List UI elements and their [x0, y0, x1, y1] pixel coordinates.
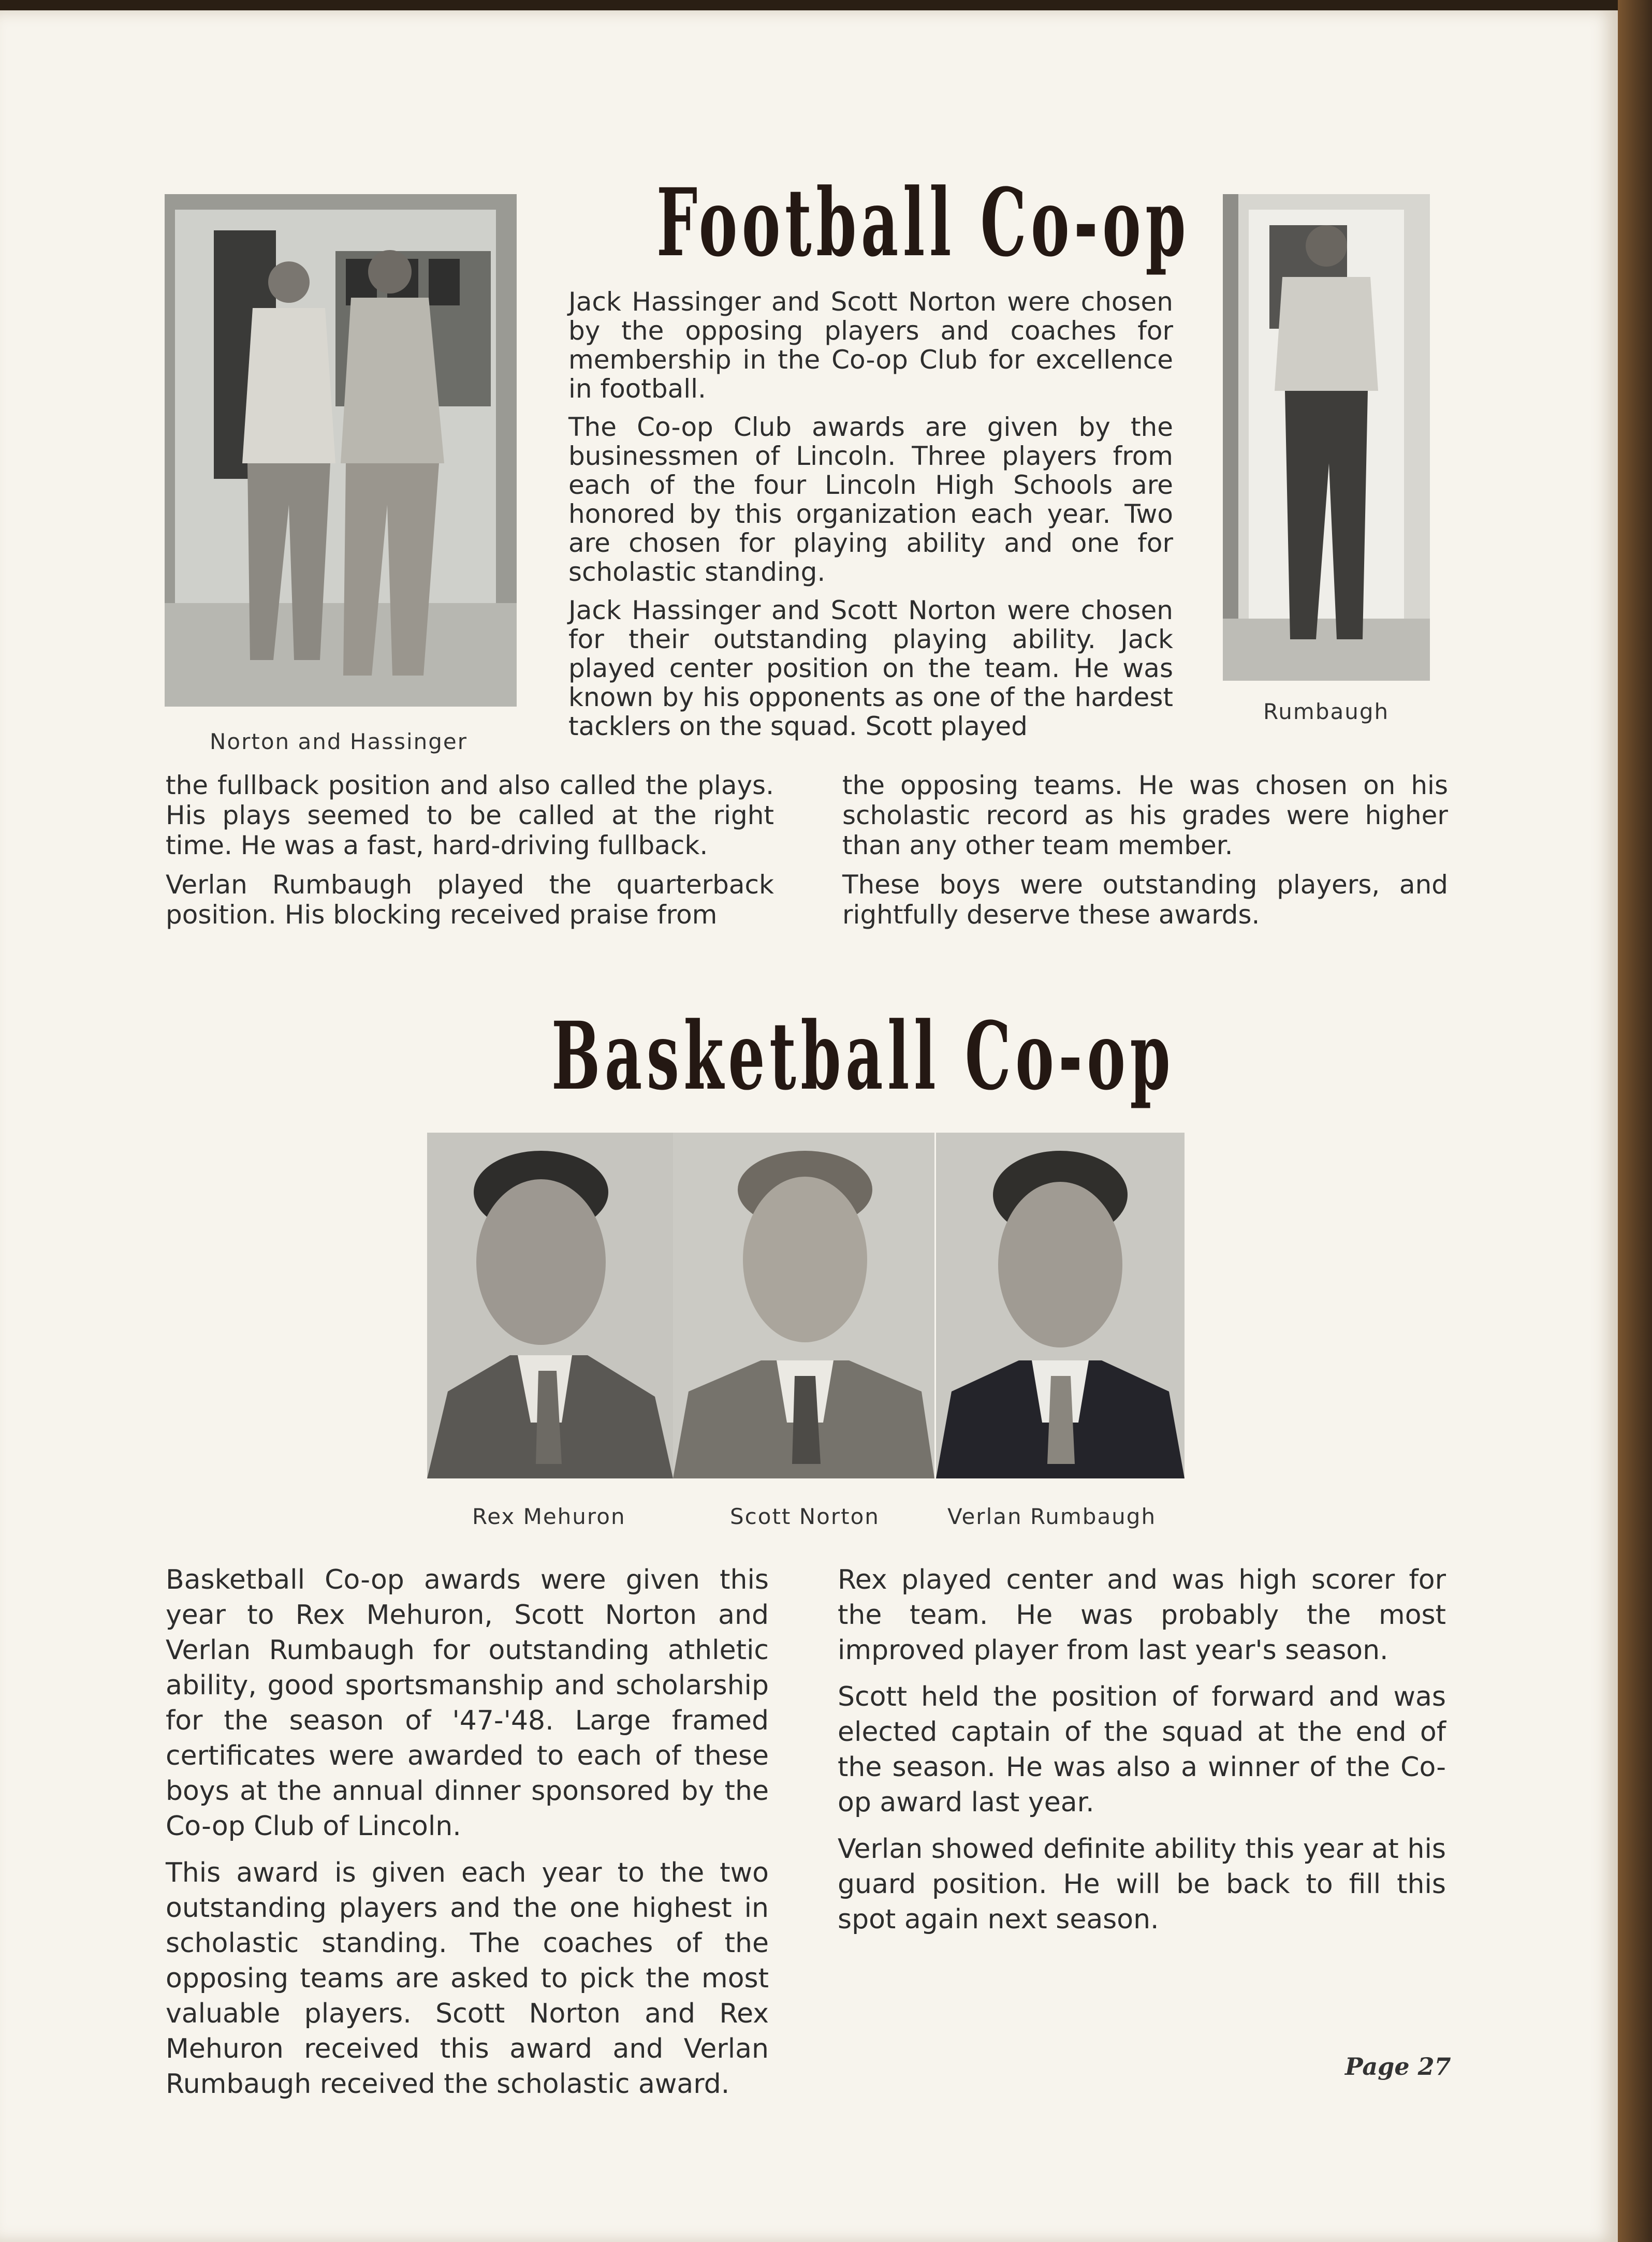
basketball-caption-rumbaugh: Verlan Rumbaugh	[947, 1504, 1157, 1529]
basketball-caption-norton: Scott Norton	[730, 1504, 880, 1529]
football-paragraph: Jack Hassinger and Scott Norton were chosen for their outstanding playing ability. Jack played center position on the team. He was known by his opponents as one of the hardest tacklers on the squad. Scott played	[568, 595, 1173, 741]
book-spine	[1618, 0, 1652, 2242]
basketball-caption-mehuron: Rex Mehuron	[472, 1504, 626, 1529]
rumbaugh-photo	[1223, 194, 1430, 681]
football-title: Football Co-op	[656, 168, 1191, 277]
mehuron-portrait	[427, 1133, 673, 1478]
football-paragraph: the fullback position and also called the plays. His plays seemed to be called at the right time. He was a fast, hard-driving fullback.	[166, 770, 774, 860]
football-caption-left: Norton and Hassinger	[210, 729, 468, 754]
football-paragraph: The Co-op Club awards are given by the businessmen of Lincoln. Three players from each of the four Lincoln High Schools are honored by this organization each year. Two are chosen for playing ability and one for scholastic standing.	[568, 412, 1173, 587]
basketball-paragraph: Verlan showed definite ability this year at his guard position. He will be back to fill this spot again next season.	[838, 1834, 1446, 1935]
basketball-paragraph: Scott held the position of forward and was elected captain of the squad at the end of the season. He was also a winner of the Co-op award last year.	[838, 1681, 1446, 1818]
rumbaugh-portrait	[936, 1133, 1185, 1478]
football-text-left	[166, 770, 774, 939]
basketball-text-right	[838, 1562, 1446, 1948]
basketball-paragraph: This award is given each year to the two outstanding players and the one highest in scholastic standing. The coaches of the opposing teams are asked to pick the most valuable players. Scott Norton and Rex Mehuron received this award and Verlan Rumbaugh received the scholastic award.	[166, 1857, 769, 2100]
yearbook-page	[0, 10, 1618, 2242]
football-paragraph: Verlan Rumbaugh played the quarterback position. His blocking received praise from	[166, 870, 774, 930]
football-paragraph: These boys were outstanding players, and rightfully deserve these awards.	[842, 870, 1448, 930]
basketball-paragraph: Rex played center and was high scorer for the team. He was probably the most improved player from last year's season.	[838, 1564, 1446, 1666]
basketball-text-left	[166, 1562, 769, 2113]
football-paragraph: the opposing teams. He was chosen on his scholastic record as his grades were higher than any other team member.	[842, 770, 1448, 860]
norton-portrait	[673, 1133, 934, 1478]
page-number: Page 27	[1345, 2053, 1451, 2080]
norton-hassinger-photo	[165, 194, 517, 707]
football-paragraph: Jack Hassinger and Scott Norton were chosen by the opposing players and coaches for membership in the Co-op Club for excellence in football.	[568, 287, 1173, 404]
basketball-paragraph: Basketball Co-op awards were given this year to Rex Mehuron, Scott Norton and Verlan Rumbaugh for outstanding athletic ability, good sportsmanship and scholarship for the season of '47-'48. Large framed certificates were awarded to each of these boys at the annual dinner sponsored by the Co-op Club of Lincoln.	[166, 1564, 769, 1842]
football-caption-right: Rumbaugh	[1263, 699, 1390, 724]
basketball-title: Basketball Co-op	[551, 1002, 1175, 1111]
football-text-right	[842, 770, 1448, 939]
football-text-top	[568, 287, 1173, 750]
